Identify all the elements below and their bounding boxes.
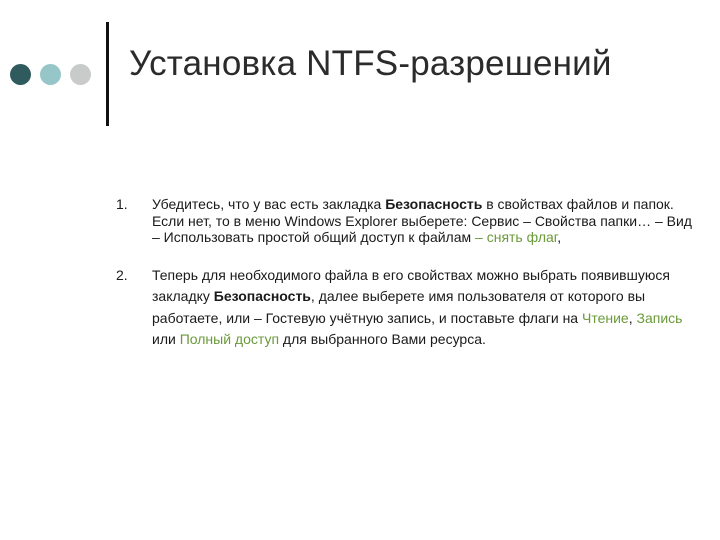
- grey-dot-icon: [70, 64, 91, 85]
- instruction-list: [116, 196, 696, 351]
- list-item-number: 2.: [116, 266, 128, 283]
- decorative-dots: [10, 64, 91, 85]
- dark-teal-dot-icon: [10, 64, 31, 85]
- title-divider: [106, 22, 109, 126]
- read-permission-term: Чтение: [582, 309, 629, 326]
- text-segment: в свойствах файлов и папок. Если нет, то в меню Windows Explorer выберете: Сервис – Свойства папки… – Вид – Использовать простой общий доступ к файлам: [152, 196, 692, 245]
- security-tab-term: Безопасность: [385, 196, 483, 212]
- security-tab-term: Безопасность: [213, 288, 311, 304]
- list-item-text: [152, 196, 696, 246]
- text-segment: или: [152, 331, 180, 347]
- list-item: [116, 196, 696, 246]
- text-segment: , далее выберете имя пользователя от которого вы работаете, или – Гостевую учётную запись, и поставьте флаги на: [152, 288, 646, 326]
- write-permission-term: Запись: [636, 309, 683, 326]
- text-segment: для выбранного Вами ресурса.: [279, 331, 486, 347]
- list-item-number: 1.: [116, 196, 128, 212]
- light-teal-dot-icon: [40, 64, 61, 85]
- text-segment: ,: [557, 229, 562, 245]
- text-segment: Теперь для необходимого файла в его свойствах можно выбрать появившуюся закладку: [152, 266, 670, 304]
- uncheck-flag-term: – снять флаг: [475, 229, 558, 245]
- list-item: [116, 265, 696, 351]
- text-segment: Убедитесь, что у вас есть закладка: [152, 196, 386, 212]
- full-access-permission-term: Полный доступ: [179, 331, 280, 347]
- list-item-text: [152, 265, 696, 351]
- text-segment: ,: [628, 309, 637, 326]
- slide-title: Установка NTFS-разрешений: [129, 44, 612, 83]
